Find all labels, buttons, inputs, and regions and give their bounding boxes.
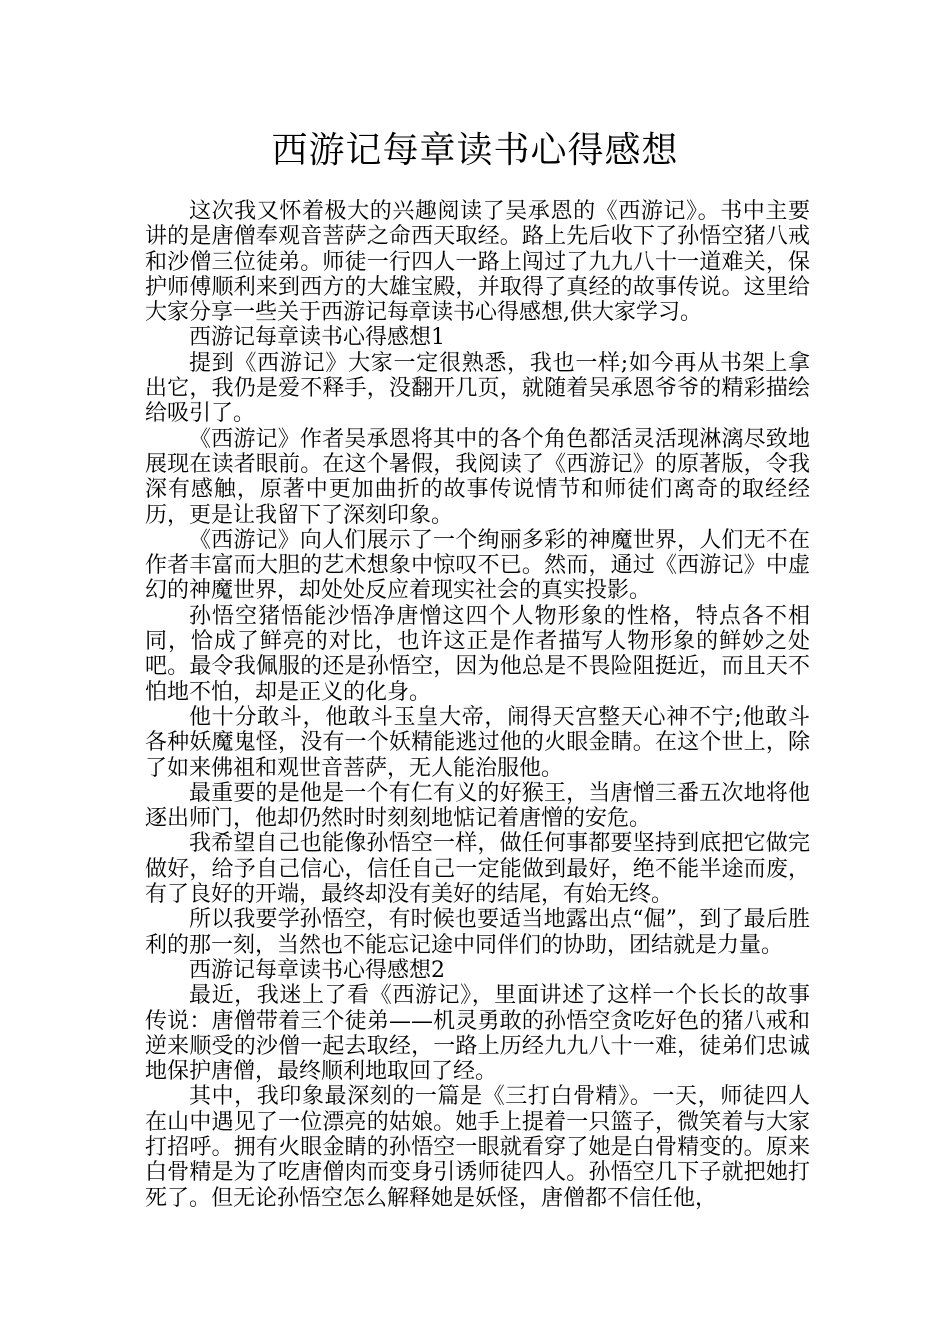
body-paragraph: 其中，我印象最深刻的一篇是《三打白骨精》。一天，师徒四人在山中遇见了一位漂亮的姑娘。她手上提着一只篮子，微笑着与大家打招呼。拥有火眼金睛的孙悟空一眼就看穿了她是白骨精变的。原来白骨精是为了吃唐僧肉而变身引诱师徒四人。孙悟空几下子就把她打死了。但无论孙悟空怎么解释她是妖怪，唐僧都不信任他， bbox=[145, 1084, 810, 1211]
section-heading-2: 西游记每章读书心得感想2 bbox=[189, 957, 445, 983]
body-paragraph: 最近，我迷上了看《西游记》，里面讲述了这样一个长长的故事传说：唐僧带着三个徒弟——机灵勇敢的孙悟空贪吃好色的猪八戒和逆来顺受的沙僧一起去取经，一路上历经九九八十一难，徒弟们忠诚地保护唐僧，最终顺利地取回了经。 bbox=[145, 983, 810, 1085]
body-paragraph: 他十分敢斗，他敢斗玉皇大帝，闹得天宫整天心神不宁;他敢斗各种妖魔鬼怪，没有一个妖精能逃过他的火眼金睛。在这个世上，除了如来佛祖和观世音菩萨，无人能治服他。 bbox=[145, 704, 810, 781]
body-paragraph: 我希望自己也能像孙悟空一样，做任何事都要坚持到底把它做完做好，给予自己信心，信任自己一定能做到最好，绝不能半途而废，有了良好的开端，最终却没有美好的结尾，有始无终。 bbox=[145, 831, 810, 908]
body-paragraph: 《西游记》向人们展示了一个绚丽多彩的神魔世界，人们无不在作者丰富而大胆的艺术想象中惊叹不已。然而，通过《西游记》中虚幻的神魔世界，却处处反应着现实社会的真实投影。 bbox=[145, 527, 810, 604]
body-paragraph: 《西游记》作者吴承恩将其中的各个角色都活灵活现淋漓尽致地展现在读者眼前。在这个暑假，我阅读了《西游记》的原著版，令我深有感触，原著中更加曲折的故事传说情节和师徒们离奇的取经经历，更是让我留下了深刻印象。 bbox=[145, 426, 810, 528]
body-paragraph: 所以我要学孙悟空，有时候也要适当地露出点“倔”，到了最后胜利的那一刻，当然也不能忘记途中同伴们的协助，团结就是力量。 bbox=[145, 907, 810, 958]
body-paragraph: 孙悟空猪悟能沙悟净唐憎这四个人物形象的性格，特点各不相同，恰成了鲜亮的对比，也许这正是作者描写人物形象的鲜妙之处吧。最令我佩服的还是孙悟空，因为他总是不畏险阻挺近，而且天不怕地不怕，却是正义的化身。 bbox=[145, 603, 810, 705]
document-body bbox=[145, 199, 810, 1211]
document-title: 西游记每章读书心得感想 bbox=[271, 130, 679, 171]
intro-paragraph: 这次我又怀着极大的兴趣阅读了吴承恩的《西游记》。书中主要讲的是唐僧奉观音菩萨之命西天取经。路上先后收下了孙悟空猪八戒和沙僧三位徒弟。师徒一行四人一路上闯过了九九八十一道难关，保护师傅顺利来到西方的大雄宝殿，并取得了真经的故事传说。这里给大家分享一些关于西游记每章读书心得感想,供大家学习。 bbox=[145, 199, 810, 326]
body-paragraph: 最重要的是他是一个有仁有义的好猴王，当唐憎三番五次地将他逐出师门，他却仍然时时刻刻地惦记着唐憎的安危。 bbox=[145, 780, 810, 832]
section-heading-1: 西游记每章读书心得感想1 bbox=[189, 325, 445, 351]
body-paragraph: 提到《西游记》大家一定很熟悉，我也一样;如今再从书架上拿出它，我仍是爱不释手，没翻开几页，就随着吴承恩爷爷的精彩描绘给吸引了。 bbox=[145, 350, 810, 427]
